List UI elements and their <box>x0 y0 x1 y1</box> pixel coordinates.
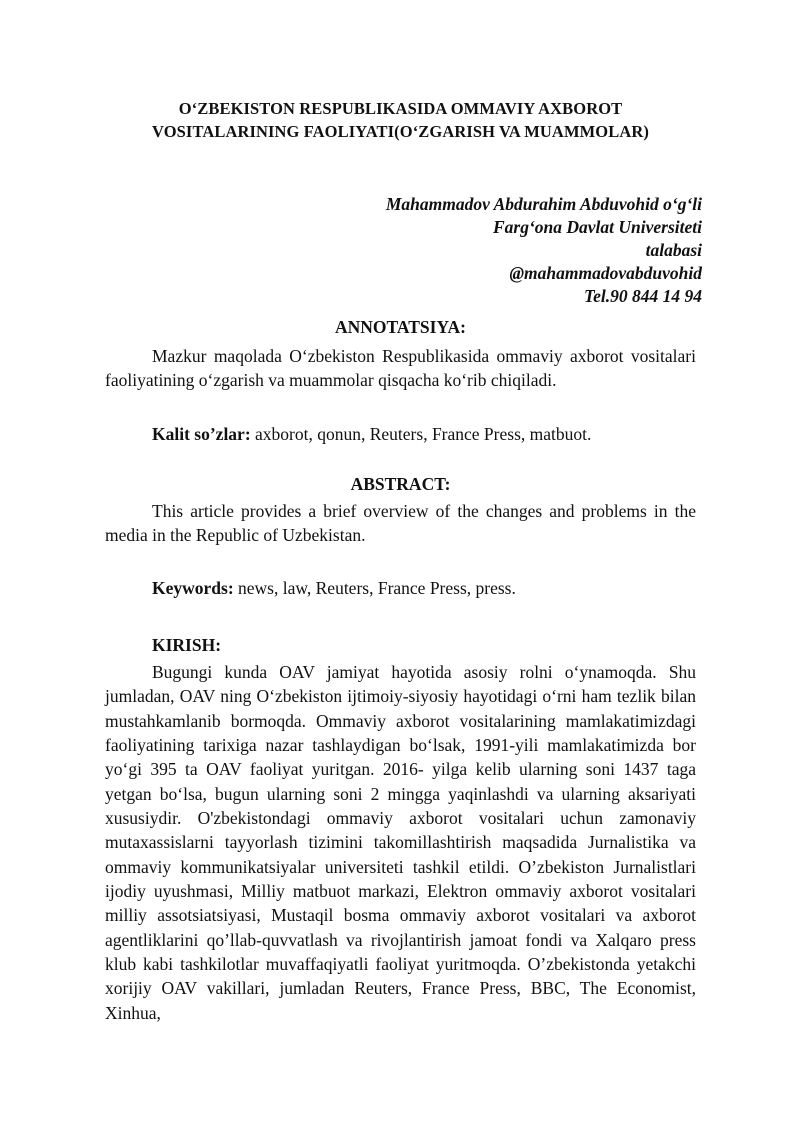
abstract-keywords <box>152 577 516 600</box>
author-block <box>386 193 702 308</box>
annotation-keywords <box>152 423 591 446</box>
author-phone: Tel.90 844 14 94 <box>584 286 702 306</box>
annotation-text: Mazkur maqolada O‘zbekiston Respublikasida ommaviy axborot vositalari faoliyatining o‘zgarish va muammolar qisqacha ko‘rib chiqiladi. <box>105 346 696 390</box>
author-handle: @mahammadovabduvohid <box>509 263 702 283</box>
annotation-keywords-label: Kalit so’zlar: <box>152 424 251 444</box>
article-title: O‘ZBEKISTON RESPUBLIKASIDA OMMAVIY AXBOROT VOSITALARINING FAOLIYATI(O‘ZGARISH VA MUAMMOLAR) <box>152 99 649 141</box>
annotation-heading: ANNOTATSIYA: <box>335 317 466 337</box>
abstract-heading: ABSTRACT: <box>350 474 451 494</box>
abstract-text: This article provides a brief overview of the changes and problems in the media in the Republic of Uzbekistan. <box>105 501 696 545</box>
author-name: Mahammadov Abdurahim Abduvohid o‘g‘li <box>385 194 702 214</box>
annotation-keywords-text: axborot, qonun, Reuters, France Press, matbuot. <box>250 424 592 444</box>
author-affiliation: Farg‘ona Davlat Universiteti <box>492 217 702 237</box>
author-status: talabasi <box>645 240 702 260</box>
abstract-keywords-text: news, law, Reuters, France Press, press. <box>233 578 516 598</box>
intro-text: Bugungi kunda OAV jamiyat hayotida asosiy rolni o‘ynamoqda. Shu jumladan, OAV ning O‘zbekiston ijtimoiy-siyosiy hayotidagi o‘rni ham tezlik bilan mustahkamlanib bormoqda. Ommaviy axborot vositalarining mamlakatimizdagi faoliyatining tarixiga nazar tashlaydigan bo‘lsak, 1991-yili mamlakatimizda bor yo‘gi 395 ta OAV faoliyat yuritgan. 2016- yilga kelib ularning soni 1437 taga yetgan bo‘lsa, bugun ularning soni 2 mingga yaqinlashdi va ularning aksariyati xususiydir. O'zbekistondagi ommaviy axborot vositalari uchun zamonaviy mutaxassislarni tayyorlash tizimini takomillashtirish maqsadida Jurnalistika va ommaviy kommunikatsiyalar universiteti tashkil etildi. O’zbekiston Jurnalistlari ijodiy uyushmasi, Milliy matbuot markazi, Elektron ommaviy axborot vositalari milliy assotsiatsiyasi, Mustaqil bosma ommaviy axborot vositalari va axborot agentliklarini qo’llab-quvvatlash va rivojlantirish jamoat fondi va Xalqaro press klub kabi tashkilotlar muvaffaqiyatli faoliyat yuritmoqda. O’zbekistonda yetakchi xorijiy OAV vakillari, jumladan Reuters, France Press, BBC, The Economist, Xinhua, <box>105 662 696 1023</box>
intro-heading: KIRISH: <box>152 635 222 655</box>
abstract-keywords-label: Keywords: <box>152 578 234 598</box>
